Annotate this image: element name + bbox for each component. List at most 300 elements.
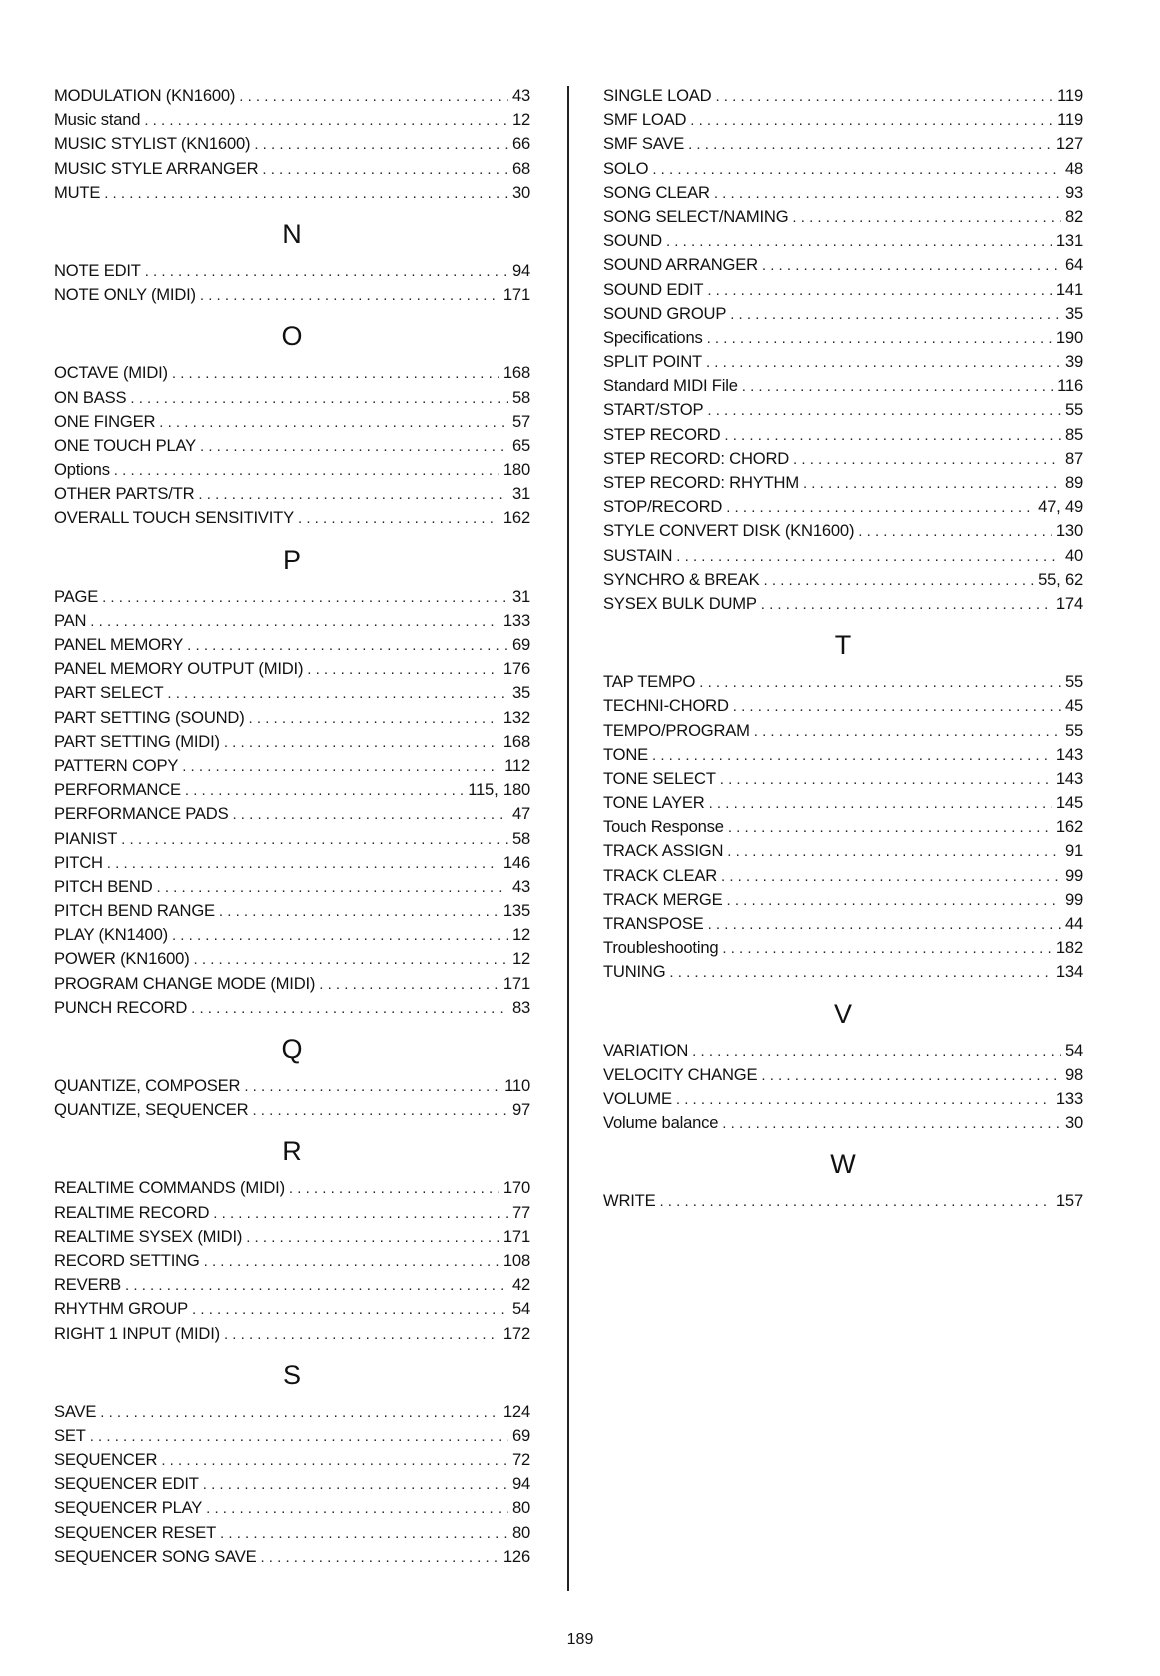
index-page-ref: 97 [511,1100,530,1120]
index-page-ref: 12 [511,110,530,130]
index-entry [54,1074,530,1098]
dot-leader [721,865,1061,889]
index-entry [54,802,530,826]
index-page-ref: 180 [502,460,530,480]
index-term: SEQUENCER SONG SAVE [54,1546,257,1566]
index-entry [54,410,530,434]
index-entry [603,132,1083,156]
dot-leader [307,658,499,682]
dot-leader [666,230,1052,254]
index-page-ref: 94 [511,1474,530,1494]
dot-leader [145,260,508,284]
index-entry [603,205,1083,229]
index-term: Specifications [603,327,703,347]
dot-leader [652,158,1061,182]
index-term: PITCH BEND RANGE [54,901,215,921]
index-term: RIGHT 1 INPUT (MIDI) [54,1323,220,1343]
dot-leader [793,448,1061,472]
index-entry [54,778,530,802]
dot-leader [100,1401,499,1425]
index-term: TECHNI-CHORD [603,696,729,716]
dot-leader [722,937,1052,961]
dot-leader [720,768,1052,792]
dot-leader [102,586,508,610]
index-entry [603,1087,1083,1111]
index-page-ref: 157 [1055,1191,1083,1211]
index-entry [603,278,1083,302]
index-page-ref: 87 [1064,448,1083,468]
dot-leader [198,483,508,507]
dot-leader [714,182,1061,206]
index-entry [603,936,1083,960]
index-entry [603,423,1083,447]
dot-leader [252,1099,508,1123]
index-entry [603,253,1083,277]
dot-leader [260,1546,498,1570]
index-page-ref: 45 [1064,696,1083,716]
dot-leader [727,840,1061,864]
dot-leader [244,1075,500,1099]
index-term: Troubleshooting [603,938,719,958]
index-page-ref: 99 [1064,889,1083,909]
index-page-ref: 54 [1064,1040,1083,1060]
dot-leader [194,948,508,972]
index-term: RHYTHM GROUP [54,1299,189,1319]
index-entry [54,754,530,778]
index-term: TRANSPOSE [603,914,704,933]
dot-leader [90,1425,508,1449]
index-term: SMF SAVE [603,134,685,154]
index-page-ref: 47, 49 [1038,497,1083,517]
index-left-column [54,84,530,1569]
index-page-ref: 48 [1064,158,1083,178]
section-letter-heading: S [282,1359,301,1390]
index-term: SOUND [603,231,662,251]
index-entry [54,386,530,410]
index-page-ref: 126 [502,1546,530,1566]
dot-leader [239,85,508,109]
index-term: PATTERN COPY [54,755,179,775]
dot-leader [730,303,1061,327]
index-page-ref: 134 [1055,962,1083,982]
index-page-ref: 54 [511,1299,530,1319]
index-term: REVERB [54,1275,122,1295]
index-term: SOLO [603,158,649,178]
index-page-ref: 133 [502,610,530,630]
index-term: MUSIC STYLIST (KN1600) [54,134,251,154]
dot-leader [167,682,508,706]
index-term: STOP/RECORD [603,497,723,517]
dot-leader [157,876,508,900]
index-entry [603,519,1083,543]
dot-leader [130,387,508,411]
dot-leader [722,1112,1061,1136]
index-term: PANEL MEMORY OUTPUT (MIDI) [54,659,304,679]
index-entry [54,1297,530,1321]
index-term: STEP RECORD: RHYTHM [603,473,799,492]
index-entry [603,1063,1083,1087]
index-page-ref: 124 [502,1401,530,1421]
index-term: MUSIC STYLE ARRANGER [54,158,259,178]
dot-leader [692,1040,1061,1064]
index-term: SONG CLEAR [603,182,710,202]
dot-leader [246,1226,499,1250]
index-term: OTHER PARTS/TR [54,484,195,504]
index-page-ref: 66 [511,134,530,154]
index-entry [54,1545,530,1569]
index-entry [603,815,1083,839]
index-page-ref: 130 [1055,521,1083,541]
index-term: REALTIME COMMANDS (MIDI) [54,1178,285,1198]
index-entry [54,706,530,730]
dot-leader [707,399,1061,423]
index-term: RECORD SETTING [54,1250,200,1270]
index-term: REALTIME RECORD [54,1202,210,1222]
index-page-ref: 110 [504,1076,530,1095]
section-letter-heading: Q [281,1034,303,1064]
index-page-ref: 116 [1057,376,1083,396]
index-entry [54,458,530,482]
index-page-ref: 119 [1057,110,1083,130]
section-letter-heading: W [830,1149,856,1180]
index-page-ref: 31 [511,586,530,606]
index-page-ref: 98 [1064,1064,1083,1084]
index-page-ref: 43 [511,876,530,896]
dot-leader [727,889,1061,913]
index-page-ref: 58 [511,828,530,848]
index-page-ref: 91 [1064,841,1083,861]
index-term: PIANIST [54,828,118,848]
index-term: TEMPO/PROGRAM [603,720,750,740]
page-number: 189 [566,1631,594,1648]
dot-leader [224,1323,499,1347]
index-term: MUTE [54,182,101,202]
dot-leader [161,1449,508,1473]
index-page-ref: 190 [1055,327,1083,347]
index-entry [54,434,530,458]
index-entry [54,947,530,971]
index-entry [603,767,1083,791]
index-entry [54,1322,530,1346]
index-term: VARIATION [603,1040,689,1060]
dot-leader [232,803,508,827]
index-page-ref: 43 [511,86,530,105]
index-entry [603,350,1083,374]
dot-leader [676,545,1061,569]
dot-leader [213,1202,508,1226]
index-term: SEQUENCER EDIT [54,1474,199,1494]
index-entry [603,1039,1083,1063]
index-page-ref: 44 [1064,914,1083,933]
index-term: START/STOP [603,400,704,420]
index-term: PAGE [54,586,99,606]
index-entry [603,719,1083,743]
index-term: SOUND ARRANGER [603,255,758,275]
index-entry [54,132,530,156]
index-entry [54,585,530,609]
index-page-ref: 176 [502,659,530,679]
index-page-ref: 64 [1064,255,1083,275]
dot-leader [726,496,1034,520]
index-page-ref: 135 [502,901,530,921]
index-page-ref: 141 [1055,279,1083,299]
index-term: PART SELECT [54,683,164,703]
dot-leader [204,1250,499,1274]
index-page-ref: 30 [1064,1113,1083,1133]
index-entry [54,923,530,947]
index-term: PITCH [54,852,103,872]
index-page-ref: 146 [502,852,530,872]
index-term: OCTAVE (MIDI) [54,363,168,383]
index-entry [603,592,1083,616]
dot-leader [742,375,1053,399]
dot-leader [192,1298,508,1322]
index-term: Music stand [54,110,141,130]
dot-leader [319,973,499,997]
index-page-ref: 39 [1064,352,1083,372]
dot-leader [187,634,508,658]
index-term: VELOCITY CHANGE [603,1064,758,1084]
index-entry [603,912,1083,936]
index-entry [603,471,1083,495]
dot-leader [803,472,1061,496]
dot-leader [289,1177,499,1201]
index-term: TRACK ASSIGN [603,841,724,861]
index-term: SET [54,1425,86,1445]
index-page-ref: 12 [511,925,530,945]
dot-leader [249,707,499,731]
dot-leader [220,1522,508,1546]
index-page-ref: 55 [1064,672,1083,692]
index-page-ref: 55, 62 [1038,569,1083,589]
index-entry [54,259,530,283]
index-entry [603,495,1083,519]
index-term: PAN [54,610,87,630]
index-term: SINGLE LOAD [603,86,712,105]
section-letter-heading: N [282,218,302,249]
index-term: STEP RECORD: CHORD [603,448,790,468]
index-page-ref: 72 [511,1450,530,1470]
index-entry [603,374,1083,398]
index-term: PERFORMANCE PADS [54,804,229,824]
index-term: PANEL MEMORY [54,635,184,654]
index-page-ref: 82 [1064,206,1083,226]
index-term: VOLUME [603,1088,672,1108]
dot-leader [104,182,508,206]
dot-leader [761,593,1052,617]
index-entry [603,568,1083,592]
index-entry [54,1521,530,1545]
index-entry [54,108,530,132]
dot-leader [669,961,1052,985]
index-term: Options [54,460,110,480]
index-term: SUSTAIN [603,545,673,565]
index-page-ref: 65 [511,435,530,455]
dot-leader [707,327,1052,351]
index-term: STEP RECORD [603,424,721,444]
index-page-ref: 35 [1064,303,1083,323]
index-term: ONE FINGER [54,411,156,431]
index-term: SMF LOAD [603,110,687,130]
index-entry [54,827,530,851]
index-entry [54,899,530,923]
dot-leader [724,424,1061,448]
index-term: QUANTIZE, COMPOSER [54,1076,241,1095]
index-term: ONE TOUCH PLAY [54,435,196,455]
section-letter-heading: V [833,998,852,1029]
index-entry [54,283,530,307]
index-term: TONE LAYER [603,793,705,813]
index-entry [54,506,530,530]
index-page-ref: 171 [502,973,530,993]
dot-leader [191,997,508,1021]
index-page-ref: 35 [511,683,530,703]
index-entry [603,157,1083,181]
index-term: STYLE CONVERT DISK (KN1600) [603,521,855,541]
index-term: SEQUENCER [54,1450,158,1470]
dot-leader [125,1274,508,1298]
index-entry [54,1249,530,1273]
index-entry [603,694,1083,718]
index-term: Volume balance [603,1113,719,1133]
index-page-ref: 162 [502,508,530,528]
index-term: MODULATION (KN1600) [54,86,236,105]
index-page-ref: 80 [511,1498,530,1518]
index-term: SOUND GROUP [603,303,727,323]
index-term: SAVE [54,1401,97,1421]
index-term: Standard MIDI File [603,376,738,396]
section-letter-heading: T [834,630,852,661]
index-term: PART SETTING (MIDI) [54,731,220,751]
index-term: Touch Response [603,817,724,837]
dot-leader [203,1473,508,1497]
dot-leader [182,755,500,779]
index-term: PITCH BEND [54,876,153,896]
index-entry [54,972,530,996]
index-term: SEQUENCER RESET [54,1522,217,1542]
index-entry [54,996,530,1020]
index-entry [54,1176,530,1200]
index-page-ref: 143 [1055,744,1083,764]
index-entry [54,609,530,633]
index-term: NOTE ONLY (MIDI) [54,285,196,305]
dot-leader [792,206,1061,230]
dot-leader [728,816,1052,840]
index-entry [603,888,1083,912]
index-entry [603,181,1083,205]
dot-leader [144,109,508,133]
index-term: SONG SELECT/NAMING [603,206,789,226]
index-page-ref: 171 [502,285,530,305]
index-entry [54,730,530,754]
dot-leader [764,569,1035,593]
index-term: SPLIT POINT [603,352,702,372]
index-page-ref: 145 [1055,793,1083,813]
index-term: TRACK MERGE [603,889,723,909]
index-term: PLAY (KN1400) [54,925,168,945]
index-term: REALTIME SYSEX (MIDI) [54,1226,243,1246]
index-entry [603,1189,1083,1213]
index-term: SYSEX BULK DUMP [603,593,757,613]
column-divider [567,86,569,1591]
index-entry [54,657,530,681]
dot-leader [652,744,1052,768]
index-entry [603,544,1083,568]
dot-leader [107,852,499,876]
index-page-ref: 68 [511,158,530,178]
index-page-ref: 132 [502,707,530,727]
dot-leader [690,109,1053,133]
index-entry [54,633,530,657]
dot-leader [90,610,499,634]
dot-leader [121,828,508,852]
dot-leader [659,1190,1051,1214]
dot-leader [159,411,508,435]
index-term: WRITE [603,1191,656,1211]
section-letter-heading: O [281,321,303,352]
index-term: POWER (KN1600) [54,949,190,969]
index-entry [54,361,530,385]
dot-leader [762,254,1061,278]
index-entry [54,1472,530,1496]
index-entry [603,229,1083,253]
index-page-ref: 112 [504,755,530,775]
index-term: TRACK CLEAR [603,865,717,885]
index-entry [603,108,1083,132]
index-entry [54,1225,530,1249]
index-page-ref: 77 [511,1202,530,1222]
index-entry [603,447,1083,471]
index-entry [54,851,530,875]
index-entry [54,1273,530,1297]
dot-leader [185,779,464,803]
dot-leader [200,284,499,308]
index-entry [54,1098,530,1122]
index-page-ref: 174 [1055,593,1083,613]
index-page-ref: 47 [511,804,530,824]
section-letter-heading: P [282,544,301,575]
index-page-ref: 168 [502,363,530,383]
index-page-ref: 127 [1055,134,1083,154]
dot-leader [172,924,508,948]
dot-leader [676,1088,1052,1112]
index-page-ref: 69 [511,1425,530,1445]
dot-leader [708,913,1061,937]
index-page-ref: 83 [511,997,530,1017]
index-page-ref: 94 [511,260,530,280]
index-term: TONE SELECT [603,768,716,788]
index-page-ref: 30 [511,182,530,202]
index-entry [603,398,1083,422]
index-entry [54,181,530,205]
index-term: PERFORMANCE [54,780,181,800]
index-entry [54,1201,530,1225]
dot-leader [262,158,508,182]
dot-leader [715,85,1053,109]
index-entry [54,875,530,899]
index-entry [603,864,1083,888]
index-entry [603,1111,1083,1135]
index-entry [603,960,1083,984]
index-page-ref: 12 [511,949,530,969]
index-entry [603,791,1083,815]
index-page-ref: 115, 180 [468,780,530,800]
index-page-ref: 168 [502,731,530,751]
index-entry [603,670,1083,694]
dot-leader [200,435,508,459]
index-entry [54,1400,530,1424]
index-page-ref: 143 [1055,768,1083,788]
